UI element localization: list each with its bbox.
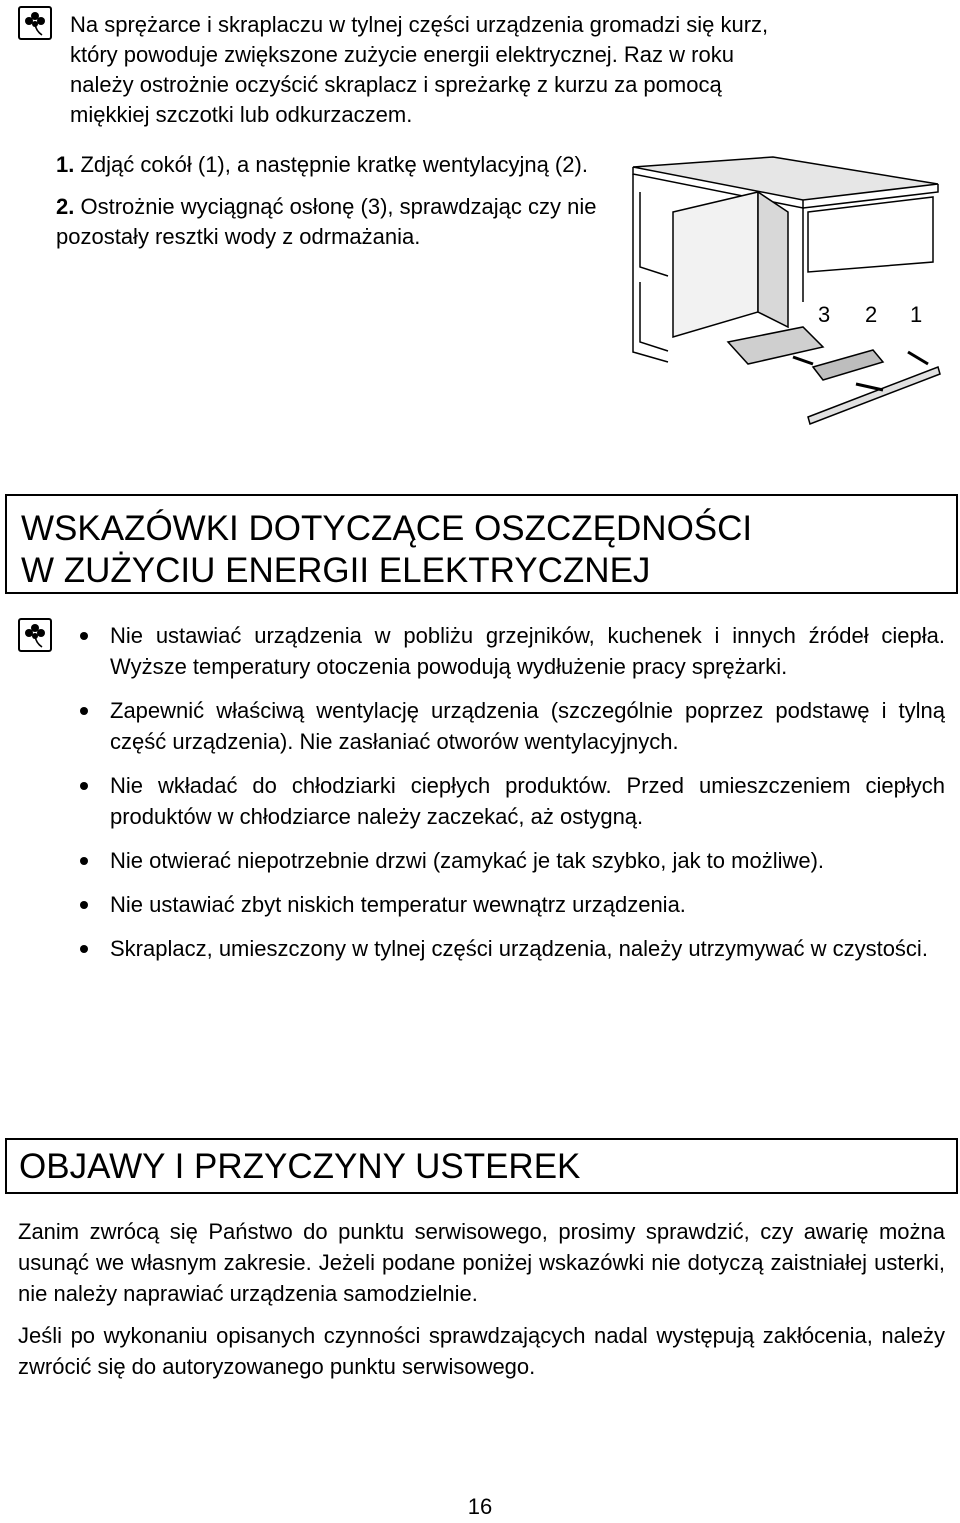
heading-line: OBJAWY I PRZYCZYNY USTEREK bbox=[19, 1147, 581, 1186]
step-text: Zdjąć cokół (1), a następnie kratkę wentylacyjną (2). bbox=[80, 152, 588, 177]
figure-label: 1 bbox=[910, 302, 923, 327]
figure-label: 2 bbox=[865, 302, 878, 327]
figure-label: 3 bbox=[818, 302, 831, 327]
bullet-icon bbox=[80, 945, 88, 953]
list-item-text: Nie ustawiać urządzenia w pobliżu grzejników, kuchenek i innych źródeł ciepła. Wyższe temperatury otoczenia powodują wydłużenie pracy sprężarki. bbox=[110, 623, 945, 679]
intro-line: miękkiej szczotki lub odkurzaczem. bbox=[70, 102, 413, 127]
troubleshooting-paragraph: Jeśli po wykonaniu opisanych czynności sprawdzających nadal występują zakłócenia, należy zwrócić się do autoryzowanego punktu serwisowego. bbox=[18, 1323, 945, 1379]
section-heading-troubleshooting bbox=[5, 1138, 958, 1194]
tip-clover-icon bbox=[18, 6, 52, 40]
list-item-text: Nie otwierać niepotrzebnie drzwi (zamykać je tak szybko, jak to możliwe). bbox=[110, 848, 825, 873]
list-item bbox=[80, 770, 945, 832]
list-item-text: Zapewnić właściwą wentylację urządzenia (szczególnie poprzez podstawę i tylną część urządzenia). Nie zasłaniać otworów wentylacyjnych. bbox=[110, 698, 945, 754]
troubleshooting-paragraph: Zanim zwrócą się Państwo do punktu serwisowego, prosimy sprawdzić, czy awarię można usunąć we własnym zakresie. Jeżeli podane poniżej wskazówki nie dotyczą zaistniałej usterki, nie należy naprawiać urządzenia samodzielnie. bbox=[18, 1219, 945, 1306]
bullet-icon bbox=[80, 782, 88, 790]
list-item bbox=[80, 933, 945, 964]
step-list bbox=[56, 150, 601, 264]
heading-line: WSKAZÓWKI DOTYCZĄCE OSZCZĘDNOŚCI bbox=[21, 509, 753, 548]
list-item-text: Nie wkładać do chłodziarki ciepłych produktów. Przed umieszczeniem ciepłych produktów w chłodziarce należy zaczekać, aż ostygną. bbox=[110, 773, 945, 829]
intro-line: który powoduje zwiększone zużycie energii elektrycznej. Raz w roku bbox=[70, 42, 734, 67]
heading-line: W ZUŻYCIU ENERGII ELEKTRYCZNEJ bbox=[21, 551, 651, 590]
energy-tips-list bbox=[80, 620, 945, 977]
bullet-icon bbox=[80, 901, 88, 909]
step-item bbox=[56, 192, 601, 252]
bullet-icon bbox=[80, 707, 88, 715]
intro-paragraph bbox=[70, 10, 945, 130]
list-item bbox=[80, 620, 945, 682]
intro-line: Na sprężarce i skraplaczu w tylnej części urządzenia gromadzi się kurz, bbox=[70, 12, 769, 37]
list-item-text: Nie ustawiać zbyt niskich temperatur wewnątrz urządzenia. bbox=[110, 892, 686, 917]
list-item bbox=[80, 695, 945, 757]
step-item bbox=[56, 150, 601, 180]
bullet-icon bbox=[80, 857, 88, 865]
step-text: Ostrożnie wyciągnąć osłonę (3), sprawdzając czy nie pozostały resztki wody z odrmażania. bbox=[56, 194, 597, 249]
list-item-text: Skraplacz, umieszczony w tylnej części urządzenia, należy utrzymywać w czystości. bbox=[110, 936, 928, 961]
list-item bbox=[80, 845, 945, 876]
refrigerator-base-illustration bbox=[628, 152, 945, 435]
list-item bbox=[80, 889, 945, 920]
step-number: 1. bbox=[56, 152, 75, 177]
section-heading-energy bbox=[5, 494, 958, 594]
step-number: 2. bbox=[56, 194, 75, 219]
page-number: 16 bbox=[467, 1494, 493, 1519]
bullet-icon bbox=[80, 632, 88, 640]
tip-clover-icon bbox=[18, 618, 52, 652]
intro-line: należy ostrożnie oczyścić skraplacz i spreżarkę z kurzu za pomocą bbox=[70, 72, 722, 97]
